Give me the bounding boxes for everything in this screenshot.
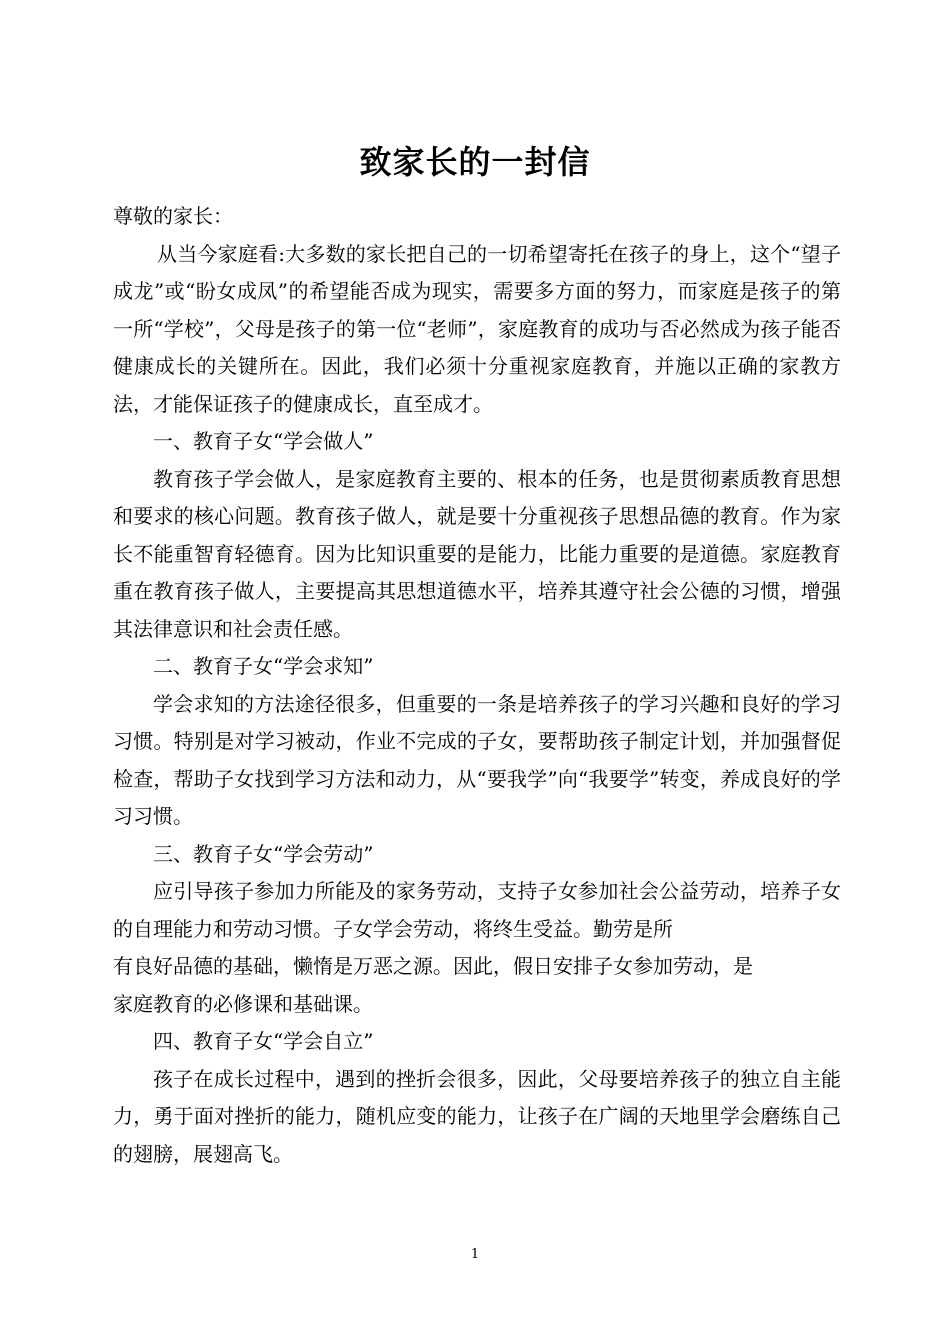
section-paragraph-2: 学会求知的方法途径很多，但重要的一条是培养孩子的学习兴趣和良好的学习习惯。特别是对学习被动，作业不完成的子女，要帮助孩子制定计划，并加强督促检查，帮助子女找到学习方法和动力，从“要我学”向“我要学”转变，养成良好的学习习惯。: [113, 691, 841, 828]
section-paragraph-3-part3: 家庭教育的必修课和基础课。: [113, 991, 373, 1016]
intro-paragraph: 从当今家庭看:大多数的家长把自己的一切希望寄托在孩子的身上，这个“望子成龙”或“盼女成凤”的希望能否成为现实，需要多方面的努力，而家庭是孩子的第一所“学校”，父母是孩子的第一位“老师”，家庭教育的成功与否必然成为孩子能否健康成长的关键所在。因此，我们必须十分重视家庭教育，并施以正确的家教方法，才能保证孩子的健康成长，直至成才。: [113, 241, 841, 416]
section-paragraph-3-part1: 应引导孩子参加力所能及的家务劳动，支持子女参加社会公益劳动，培养子女的自理能力和劳动习惯。子女学会劳动，将终生受益。勤劳是所: [113, 879, 841, 941]
section-heading-4: 四、教育子女“学会自立”: [153, 1029, 374, 1053]
page-number: 1: [470, 1247, 480, 1262]
document-title: 致家长的一封信: [359, 143, 591, 181]
section-paragraph-1: 教育孩子学会做人，是家庭教育主要的、根本的任务，也是贯彻素质教育思想和要求的核心问题。教育孩子做人，就是要十分重视孩子思想品德的教育。作为家长不能重智育轻德育。因为比知识重要的是能力，比能力重要的是道德。家庭教育重在教育孩子做人，主要提高其思想道德水平，培养其遵守社会公德的习惯，增强其法律意识和社会责任感。: [113, 466, 841, 641]
letter-body: [113, 198, 841, 1173]
section-heading-1: 一、教育子女“学会做人”: [153, 429, 374, 453]
section-heading-2: 二、教育子女“学会求知”: [153, 654, 374, 678]
salutation: 尊敬的家长：: [113, 204, 233, 228]
section-paragraph-3-part2: 有良好品德的基础，懒惰是万恶之源。因此，假日安排子女参加劳动，是: [113, 954, 753, 978]
section-paragraph-4: 孩子在成长过程中，遇到的挫折会很多，因此，父母要培养孩子的独立自主能力，勇于面对挫折的能力，随机应变的能力，让孩子在广阔的天地里学会磨练自己的翅膀，展翅高飞。: [113, 1066, 841, 1166]
section-heading-3: 三、教育子女“学会劳动”: [153, 841, 374, 866]
